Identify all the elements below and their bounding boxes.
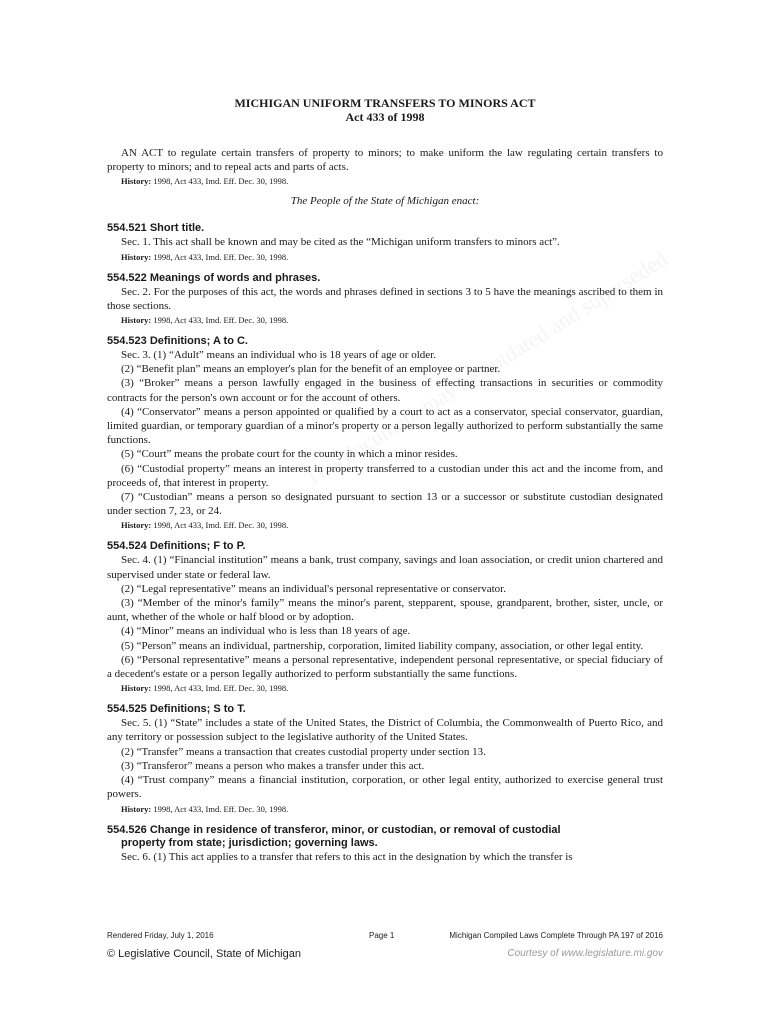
section-paragraph: Sec. 3. (1) “Adult” means an individual who is 18 years of age or older. — [121, 349, 436, 362]
history-line: History: 1998, Act 433, Imd. Eff. Dec. 30, 1998. — [121, 315, 289, 326]
section-paragraph: (3) “Transferor” means a person who makes a transfer under this act. — [121, 759, 425, 772]
section-paragraph: Sec. 6. (1) This act applies to a transfer that refers to this act in the designation by which the transfer is — [121, 850, 573, 863]
page-footer — [107, 931, 663, 943]
history-line: History: 1998, Act 433, Imd. Eff. Dec. 30, 1998. — [121, 683, 289, 694]
history-line: History: 1998, Act 433, Imd. Eff. Dec. 30, 1998. — [121, 251, 289, 262]
rendered-date: Rendered Friday, July 1, 2016 — [107, 931, 214, 940]
section-heading: 554.525 Definitions; S to T. — [107, 703, 246, 716]
section-paragraph: (2) “Benefit plan” means an employer's plan for the benefit of an employee or partner. — [121, 363, 501, 376]
section-paragraph: Sec. 2. For the purposes of this act, the words and phrases defined in sections 3 to 5 have the meanings ascribed to them in those sections. — [107, 285, 663, 312]
act-title: MICHIGAN UNIFORM TRANSFERS TO MINORS ACT — [234, 96, 536, 110]
section-paragraph: Sec. 1. This act shall be known and may be cited as the “Michigan uniform transfers to minors act”. — [121, 236, 560, 249]
section-heading: 554.523 Definitions; A to C. — [107, 335, 248, 348]
section-paragraph: (4) “Trust company” means a financial institution, corporation, or other legal entity, authorized to exercise general trust powers. — [107, 774, 663, 801]
section-paragraph: (3) “Member of the minor's family” means the minor's parent, stepparent, spouse, grandparent, brother, sister, uncle, or aunt, whether of the whole or half blood or by adoption. — [107, 597, 663, 624]
page-number: Page 1 — [369, 931, 395, 940]
section-heading: 554.521 Short title. — [107, 222, 205, 235]
section-paragraph: (2) “Legal representative” means an individual's personal representative or conservator. — [121, 582, 506, 595]
section-heading: 554.524 Definitions; F to P. — [107, 540, 246, 553]
copyright: © Legislative Council, State of Michigan — [107, 948, 301, 960]
enacting-clause: The People of the State of Michigan enact: — [290, 195, 480, 208]
section-heading: 554.522 Meanings of words and phrases. — [107, 271, 321, 284]
history-line: History: 1998, Act 433, Imd. Eff. Dec. 30, 1998. — [121, 803, 289, 814]
act-intro: AN ACT to regulate certain transfers of property to minors; to make uniform the law regulating certain transfers to property to minors; and to repeal acts and parts of acts. — [107, 147, 663, 174]
section-paragraph: (2) “Transfer” means a transaction that creates custodial property under section 13. — [121, 745, 486, 758]
section-paragraph: (5) “Court” means the probate court for the county in which a minor resides. — [121, 448, 458, 461]
section-paragraph: Sec. 5. (1) “State” includes a state of the United States, the District of Columbia, the Commonwealth of Puerto Rico, and any territory or possession subject to the legislative authority of the United States. — [107, 717, 663, 744]
section-paragraph: (5) “Person” means an individual, partnership, corporation, limited liability company, association, or other legal entity. — [121, 639, 644, 652]
document-page — [107, 96, 663, 864]
section-paragraph: (4) “Conservator” means a person appointed or qualified by a court to act as a conservator, special conservator, guardian, limited guardian, or temporary guardian of a minor's property or a person legally authorized to perform substantially the same functions. — [107, 405, 663, 447]
courtesy-link[interactable]: Courtesy of www.legislature.mi.gov — [507, 948, 663, 959]
section-paragraph: (6) “Personal representative” means a personal representative, independent personal representative, or special fiduciary of a decedent's estate or a person legally authorized to perform substantially the same functions. — [107, 653, 663, 681]
history-line: History: 1998, Act 433, Imd. Eff. Dec. 30, 1998. — [121, 176, 289, 187]
act-number: Act 433 of 1998 — [345, 110, 425, 124]
sections-container — [107, 222, 663, 815]
section-paragraph: (4) “Minor” means an individual who is less than 18 years of age. — [121, 625, 411, 638]
compiled-through: Michigan Compiled Laws Complete Through PA 197 of 2016 — [449, 931, 663, 940]
history-line: History: 1998, Act 433, Imd. Eff. Dec. 30, 1998. — [121, 520, 289, 531]
section-heading: 554.526 Change in residence of transferor, minor, or custodian, or removal of custodial property from state; jurisdiction; governing laws. — [107, 823, 561, 849]
section-paragraph: (6) “Custodial property” means an interest in property transferred to a custodian under this act and the income from, and proceeds of, that interest in property. — [107, 462, 663, 489]
section-paragraph: Sec. 4. (1) “Financial institution” means a bank, trust company, savings and loan association, or credit union chartered and supervised under state or federal law. — [107, 554, 663, 581]
section-paragraph: (7) “Custodian” means a person so designated pursuant to section 13 or a successor or substitute custodian designated under section 7, 23, or 24. — [107, 491, 663, 518]
section-paragraph: (3) “Broker” means a person lawfully engaged in the business of effecting transactions in securities or commodity contracts for the person's own account or for the account of others. — [107, 377, 663, 404]
